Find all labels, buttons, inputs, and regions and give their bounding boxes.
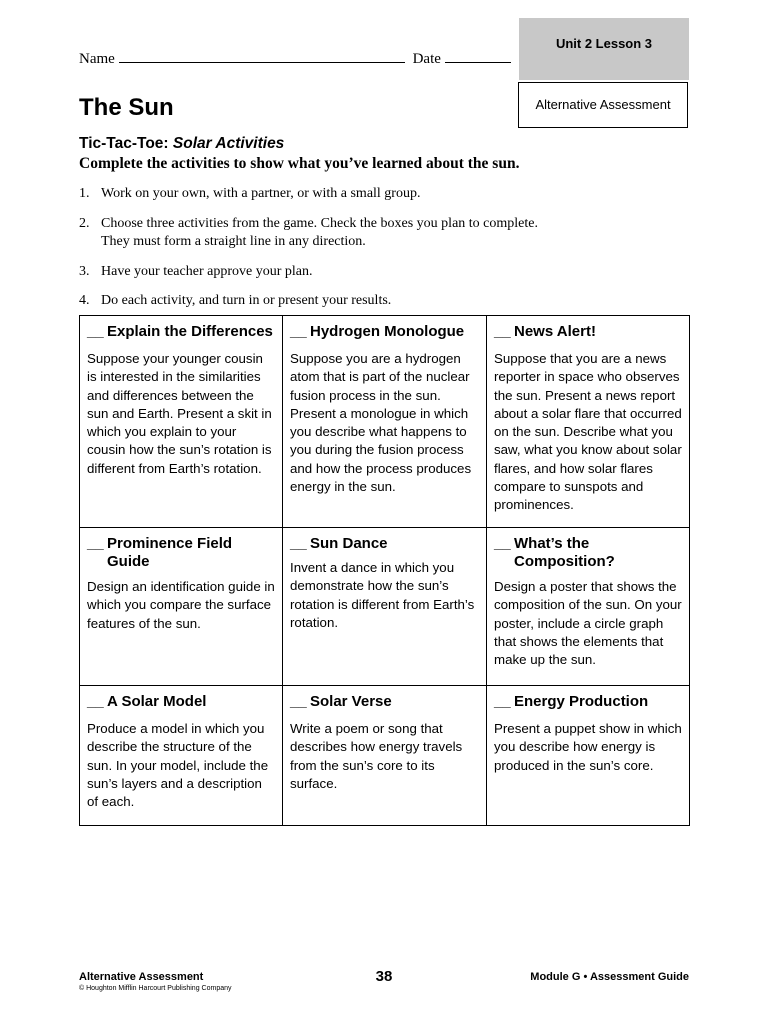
checkbox-blank[interactable]: __ xyxy=(290,535,307,552)
activity-cell-energy-production[interactable] xyxy=(487,686,689,825)
activity-title: Hydrogen Monologue xyxy=(310,323,465,340)
activity-description: Design an identification guide in which you compare the surface features of the sun. xyxy=(87,579,275,631)
activity-cell-solar-verse[interactable] xyxy=(283,686,487,825)
page-number: 38 xyxy=(375,968,393,985)
instructions-intro: Complete the activities to show what you’ve learned about the sun. xyxy=(79,155,520,172)
activity-title: Solar Verse xyxy=(310,693,392,710)
checkbox-blank[interactable]: __ xyxy=(290,323,307,340)
name-blank-line[interactable] xyxy=(119,48,405,63)
subtitle-prefix: Tic-Tac-Toe: xyxy=(79,135,169,152)
activity-description: Suppose you are a hydrogen atom that is part of the nuclear fusion process in the sun. Present a monologue in which you describe what happens to you during the fusion process and how the process produces energy in the sun. xyxy=(290,351,472,495)
step-text: Do each activity, and turn in or present your results. xyxy=(101,293,392,308)
step-number: 2. xyxy=(79,215,90,231)
activity-cell-solar-model[interactable] xyxy=(80,686,283,825)
activity-description: Present a puppet show in which you describe how energy is produced in the sun’s core. xyxy=(494,721,682,773)
checkbox-blank[interactable]: __ xyxy=(494,693,511,710)
assessment-type-label: Alternative Assessment xyxy=(518,82,688,128)
activity-description: Design a poster that shows the composition of the sun. On your poster, include a circle graph that shows the elements that make up the sun. xyxy=(494,579,682,668)
activity-description: Write a poem or song that describes how energy travels from the sun’s core to its surface. xyxy=(290,721,463,791)
activity-cell-composition[interactable] xyxy=(487,528,689,686)
activity-cell-sun-dance[interactable] xyxy=(283,528,487,686)
date-label: Date xyxy=(412,51,441,67)
subtitle xyxy=(79,135,284,153)
activity-cell-explain-differences[interactable] xyxy=(80,316,283,528)
activity-cell-prominence-field-guide[interactable] xyxy=(80,528,283,686)
activity-description: Produce a model in which you describe the structure of the sun. In your model, include the sun’s layers and a description of each. xyxy=(87,721,269,810)
name-label: Name xyxy=(79,51,115,67)
unit-lesson-label: Unit 2 Lesson 3 xyxy=(519,18,689,80)
step-text: Choose three activities from the game. Check the boxes you plan to complete. They must form a straight line in any direction. xyxy=(101,215,538,249)
checkbox-blank[interactable]: __ xyxy=(87,693,104,710)
activity-title: News Alert! xyxy=(514,323,596,340)
activity-cell-hydrogen-monologue[interactable] xyxy=(283,316,487,528)
footer-module-label: Module G • Assessment Guide xyxy=(530,971,689,983)
activity-title: A Solar Model xyxy=(107,693,207,710)
step-number: 4. xyxy=(79,293,90,308)
checkbox-blank[interactable]: __ xyxy=(494,323,511,340)
step-item xyxy=(79,185,679,204)
tic-tac-toe-grid xyxy=(79,315,690,826)
instruction-steps xyxy=(79,185,679,322)
activity-title: What’s the Composition? xyxy=(514,535,615,570)
activity-description: Suppose your younger cousin is interested in the similarities and differences between the sun and Earth. Present a skit in which you explain to your cousin how the sun’s rotation is different from Earth’s rotation. xyxy=(87,351,272,476)
activity-title: Prominence Field Guide xyxy=(107,535,233,570)
activity-cell-news-alert[interactable] xyxy=(487,316,689,528)
activity-description: Suppose that you are a news reporter in space who observes the sun. Present a news report about a solar flare that occurred on the sun. Describe what you saw, what you know about solar flares, and how solar flares compare to sunspots and prominences. xyxy=(494,351,682,513)
checkbox-blank[interactable]: __ xyxy=(87,535,104,552)
subtitle-emphasis: Solar Activities xyxy=(172,135,285,152)
step-text: Have your teacher approve your plan. xyxy=(101,263,313,279)
step-item xyxy=(79,263,679,282)
activity-title: Sun Dance xyxy=(310,535,388,552)
activity-title: Energy Production xyxy=(514,693,649,710)
step-item xyxy=(79,292,679,311)
date-blank-line[interactable] xyxy=(445,48,511,63)
activity-title: Explain the Differences xyxy=(107,323,273,340)
footer-copyright: © Houghton Mifflin Harcourt Publishing Company xyxy=(79,985,232,992)
step-text: Work on your own, with a partner, or with a small group. xyxy=(101,186,421,201)
page-title: The Sun xyxy=(79,94,174,121)
step-item xyxy=(79,215,679,252)
step-number: 1. xyxy=(79,186,90,201)
step-number: 3. xyxy=(79,263,90,279)
footer-assessment-label: Alternative Assessment xyxy=(79,971,204,983)
checkbox-blank[interactable]: __ xyxy=(494,535,511,552)
name-date-row xyxy=(79,48,515,68)
checkbox-blank[interactable]: __ xyxy=(87,323,104,340)
checkbox-blank[interactable]: __ xyxy=(290,693,307,710)
activity-description: Invent a dance in which you demonstrate how the sun’s rotation is different from Earth’s rotation. xyxy=(290,560,475,630)
